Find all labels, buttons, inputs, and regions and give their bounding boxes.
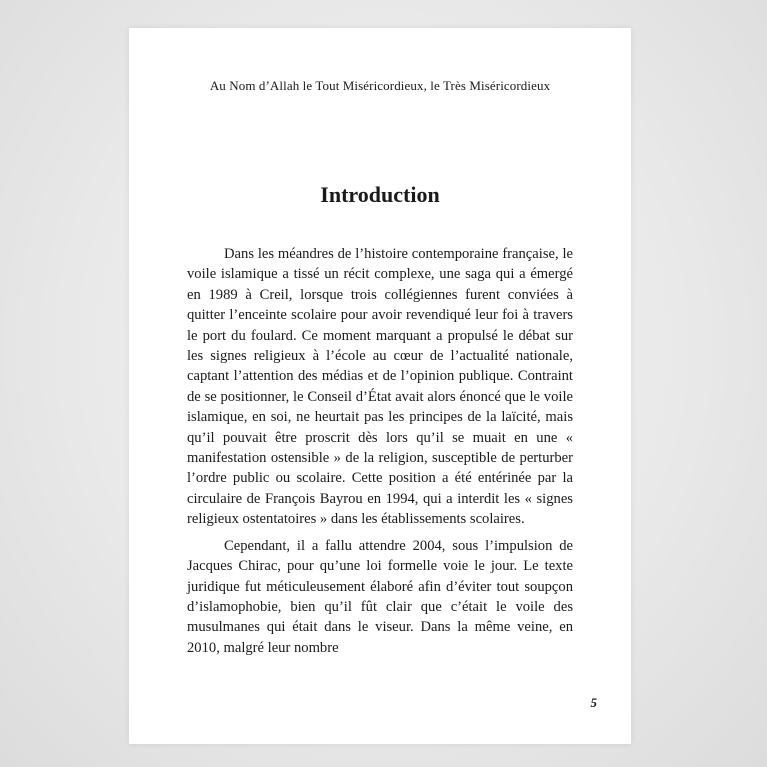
paragraph: Cependant, il a fallu attendre 2004, sous l’impulsion de Jacques Chirac, pour qu’une loi formelle voie le jour. Le texte juridique fut méticuleusement élaboré afin d’éviter tout soupçon d’islamophobie, bien qu’il fût clair que c’était le voile des musulmanes qui était dans le viseur. Dans la même veine, en 2010, malgré leur nombre bbox=[187, 537, 573, 656]
chapter-title: Introduction bbox=[320, 182, 440, 207]
page-number: 5 bbox=[590, 695, 597, 710]
book-page bbox=[129, 28, 631, 744]
body-text bbox=[187, 244, 573, 664]
paragraph: Dans les méandres de l’histoire contemporaine française, le voile islamique a tissé un récit complexe, une saga qui a émergé en 1989 à Creil, lorsque trois collégiennes furent conviées à quitter l’enceinte scolaire pour avoir revendiqué leur foi à travers le port du foulard. Ce moment marquant a propulsé le débat sur les signes religieux à l’école au cœur de l’actualité nationale, captant l’attention des médias et de l’opinion publique. Contraint de se positionner, le Conseil d’État avait alors énoncé que le voile islamique, en soi, ne heurtait pas les principes de la laïcité, mais qu’il pouvait être proscrit dès lors qu’il se muait en une « manifestation ostensible » de la religion, susceptible de perturber l’ordre public ou scolaire. Cette position a été entérinée par la circulaire de François Bayrou en 1994, qui a interdit les « signes religieux ostentatoires » dans les établissements scolaires. bbox=[187, 246, 573, 528]
page-header: Au Nom d’Allah le Tout Miséricordieux, le Très Miséricordieux bbox=[209, 78, 551, 93]
